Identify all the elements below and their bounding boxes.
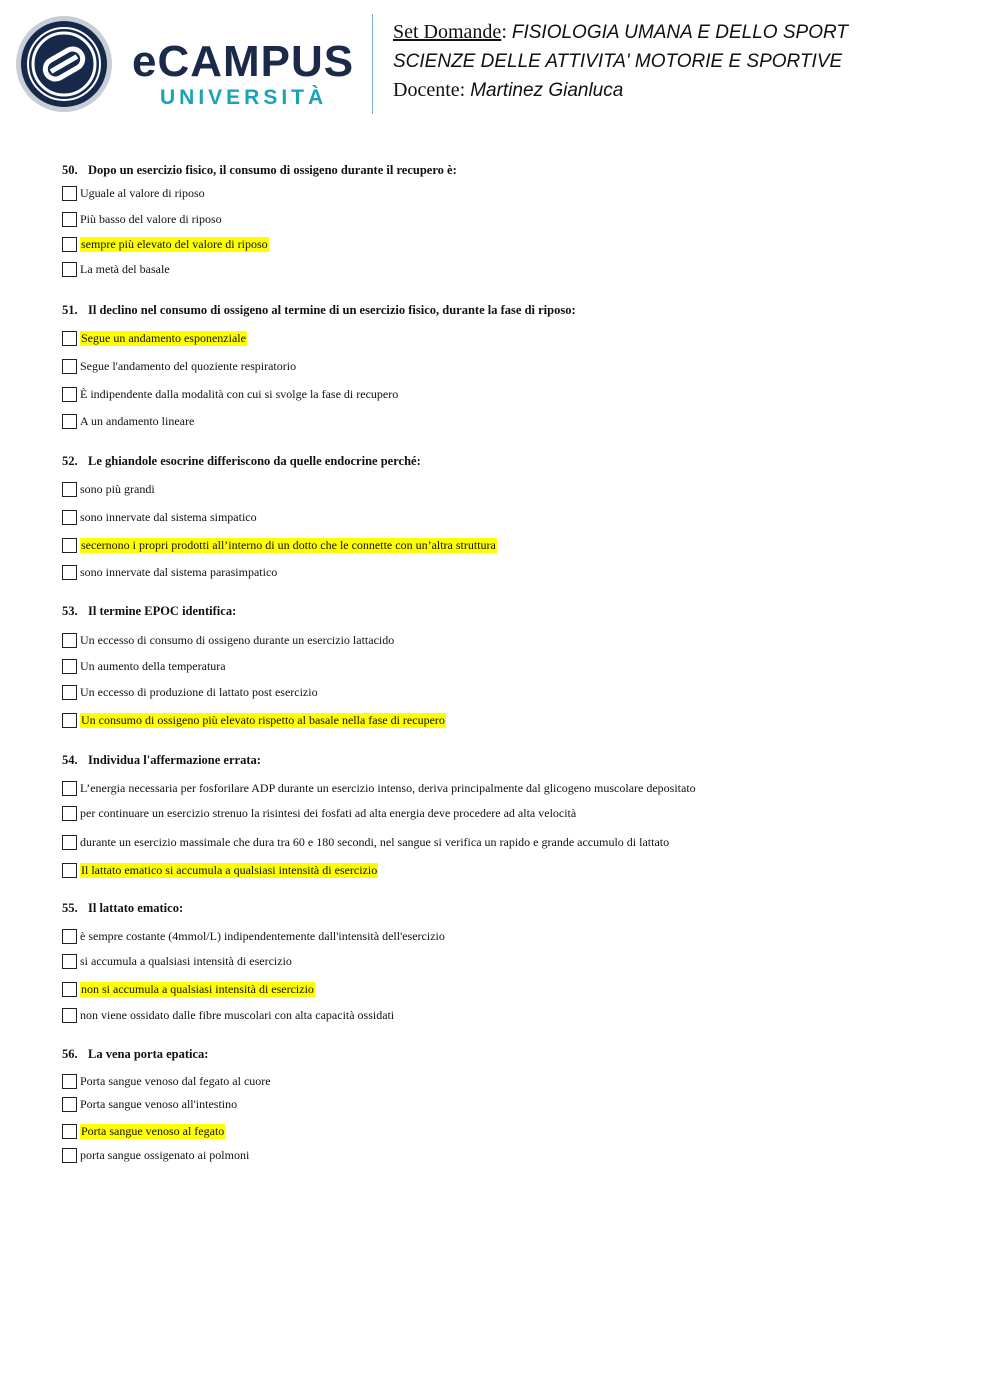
header-info [393, 18, 848, 105]
question-title [62, 1047, 208, 1062]
answer-label-correct: sempre più elevato del valore di riposo [81, 236, 268, 251]
answer-checkbox[interactable] [62, 806, 77, 821]
answer-label: per continuare un esercizio strenuo la risintesi dei fosfati ad alta energia deve procedere ad alta velocità [80, 805, 577, 820]
answer-checkbox[interactable] [62, 633, 77, 648]
answer-option[interactable] [62, 235, 269, 253]
answer-option[interactable] [62, 480, 155, 498]
question-title [62, 163, 457, 178]
answer-option[interactable] [62, 980, 315, 998]
answer-checkbox[interactable] [62, 835, 77, 850]
answer-checkbox[interactable] [62, 186, 77, 201]
answer-label: È indipendente dalla modalità con cui si svolge la fase di recupero [80, 386, 399, 401]
answer-checkbox[interactable] [62, 781, 77, 796]
answer-option[interactable] [62, 861, 378, 879]
header-line-set [393, 18, 848, 47]
answer-checkbox[interactable] [62, 1008, 77, 1023]
answer-option[interactable] [62, 1072, 271, 1090]
answer-option[interactable] [62, 1006, 394, 1024]
answer-checkbox[interactable] [62, 262, 77, 277]
answer-label: è sempre costante (4mmol/L) indipendentemente dall'intensità dell'esercizio [80, 928, 445, 943]
answer-label-correct: Il lattato ematico si accumula a qualsiasi intensità di esercizio [81, 862, 378, 877]
question-number: 54. [62, 753, 78, 767]
question-title [62, 454, 421, 469]
header-line-docente [393, 76, 848, 105]
answer-label-correct: Segue un andamento esponenziale [81, 330, 246, 345]
answer-label: La metà del basale [80, 261, 170, 276]
answer-option[interactable] [62, 657, 226, 675]
answer-label-correct: non si accumula a qualsiasi intensità di esercizio [81, 981, 314, 996]
question-number: 50. [62, 163, 78, 177]
answer-checkbox[interactable] [62, 237, 77, 252]
answer-checkbox[interactable] [62, 713, 77, 728]
answer-option[interactable] [62, 683, 318, 701]
set-separator: : [501, 21, 507, 43]
answer-option[interactable] [62, 804, 576, 822]
question-text: Dopo un esercizio fisico, il consumo di ossigeno durante il recupero è: [88, 163, 457, 177]
question-text: Il termine EPOC identifica: [88, 604, 237, 618]
answer-option[interactable] [62, 952, 292, 970]
question-title [62, 901, 183, 916]
answer-label: sono innervate dal sistema parasimpatico [80, 564, 278, 579]
answer-option[interactable] [62, 779, 696, 797]
answer-label-correct: secernono i propri prodotti all’interno di un dotto che le connette con un’altra struttura [81, 537, 496, 552]
answer-option[interactable] [62, 536, 497, 554]
answer-option[interactable] [62, 1122, 225, 1140]
answer-label: sono innervate dal sistema simpatico [80, 509, 257, 524]
answer-checkbox[interactable] [62, 565, 77, 580]
answer-checkbox[interactable] [62, 387, 77, 402]
question-number: 55. [62, 901, 78, 915]
answer-option[interactable] [62, 631, 394, 649]
answer-checkbox[interactable] [62, 1124, 77, 1139]
answer-label: Un eccesso di consumo di ossigeno durante un esercizio lattacido [80, 632, 395, 647]
answer-label: porta sangue ossigenato ai polmoni [80, 1147, 250, 1162]
question-title [62, 303, 576, 318]
logo-sub-text: UNIVERSITÀ [160, 86, 328, 109]
answer-option[interactable] [62, 927, 445, 945]
answer-option[interactable] [62, 1146, 249, 1164]
answer-checkbox[interactable] [62, 982, 77, 997]
question-text: Il declino nel consumo di ossigeno al termine di un esercizio fisico, durante la fase di riposo: [88, 303, 576, 317]
answer-label-correct: Un consumo di ossigeno più elevato rispetto al basale nella fase di recupero [81, 712, 445, 727]
answer-label: si accumula a qualsiasi intensità di esercizio [80, 953, 292, 968]
answer-checkbox[interactable] [62, 359, 77, 374]
course-title: FISIOLOGIA UMANA E DELLO SPORT [511, 22, 848, 43]
answer-checkbox[interactable] [62, 1074, 77, 1089]
answer-label-correct: Porta sangue venoso al fegato [81, 1123, 225, 1138]
answer-checkbox[interactable] [62, 414, 77, 429]
question-number: 52. [62, 454, 78, 468]
answer-label: sono più grandi [80, 481, 155, 496]
course-subtitle: SCIENZE DELLE ATTIVITA' MOTORIE E SPORTIVE [393, 51, 843, 72]
answer-label: durante un esercizio massimale che dura tra 60 e 180 secondi, nel sangue si verifica un rapido e grande accumulo di lattato [80, 834, 670, 849]
header-divider [372, 14, 373, 114]
answer-label: Uguale al valore di riposo [80, 185, 205, 200]
answer-option[interactable] [62, 412, 194, 430]
answer-label: L’energia necessaria per fosforilare ADP durante un esercizio intenso, deriva principalmente dal glicogeno muscolare depositato [80, 780, 696, 795]
question-number: 53. [62, 604, 78, 618]
docente-name: Martinez Gianluca [470, 80, 624, 101]
answer-option[interactable] [62, 508, 257, 526]
answer-checkbox[interactable] [62, 685, 77, 700]
answer-checkbox[interactable] [62, 212, 77, 227]
answer-label: Segue l'andamento del quoziente respiratorio [80, 358, 297, 373]
answer-checkbox[interactable] [62, 1148, 77, 1163]
answer-checkbox[interactable] [62, 482, 77, 497]
question-text: Le ghiandole esocrine differiscono da quelle endocrine perché: [88, 454, 421, 468]
answer-label: non viene ossidato dalle fibre muscolari con alta capacità ossidati [80, 1007, 395, 1022]
question-title [62, 753, 261, 768]
answer-option[interactable] [62, 357, 296, 375]
answer-label: Un aumento della temperatura [80, 658, 226, 673]
question-number: 56. [62, 1047, 78, 1061]
question-text: Il lattato ematico: [88, 901, 184, 915]
answer-option[interactable] [62, 210, 222, 228]
answer-checkbox[interactable] [62, 538, 77, 553]
answer-option[interactable] [62, 711, 446, 729]
answer-option[interactable] [62, 184, 205, 202]
header-line-course2 [393, 47, 848, 76]
answer-label: Un eccesso di produzione di lattato post esercizio [80, 684, 318, 699]
page-header [0, 0, 1000, 130]
docente-label: Docente: [393, 79, 466, 101]
answer-checkbox[interactable] [62, 659, 77, 674]
answer-option[interactable] [62, 385, 398, 403]
set-label: Set Domande [393, 21, 502, 43]
ecampus-wordmark [132, 38, 357, 118]
question-title [62, 604, 236, 619]
answer-checkbox[interactable] [62, 863, 77, 878]
answer-option[interactable] [62, 329, 247, 347]
answer-label: Porta sangue venoso dal fegato al cuore [80, 1073, 271, 1088]
answer-option[interactable] [62, 563, 277, 581]
ecampus-seal-logo [14, 14, 114, 114]
answer-option[interactable] [62, 833, 669, 851]
answer-checkbox[interactable] [62, 929, 77, 944]
question-number: 51. [62, 303, 78, 317]
logo-main-text: eCAMPUS [132, 37, 355, 86]
answer-option[interactable] [62, 1095, 237, 1113]
question-text: La vena porta epatica: [88, 1047, 209, 1061]
answer-checkbox[interactable] [62, 331, 77, 346]
answer-checkbox[interactable] [62, 510, 77, 525]
answer-label: Porta sangue venoso all'intestino [80, 1096, 238, 1111]
answer-checkbox[interactable] [62, 954, 77, 969]
answer-label: A un andamento lineare [80, 413, 195, 428]
question-text: Individua l'affermazione errata: [88, 753, 261, 767]
answer-label: Più basso del valore di riposo [80, 211, 222, 226]
answer-checkbox[interactable] [62, 1097, 77, 1112]
answer-option[interactable] [62, 260, 170, 278]
